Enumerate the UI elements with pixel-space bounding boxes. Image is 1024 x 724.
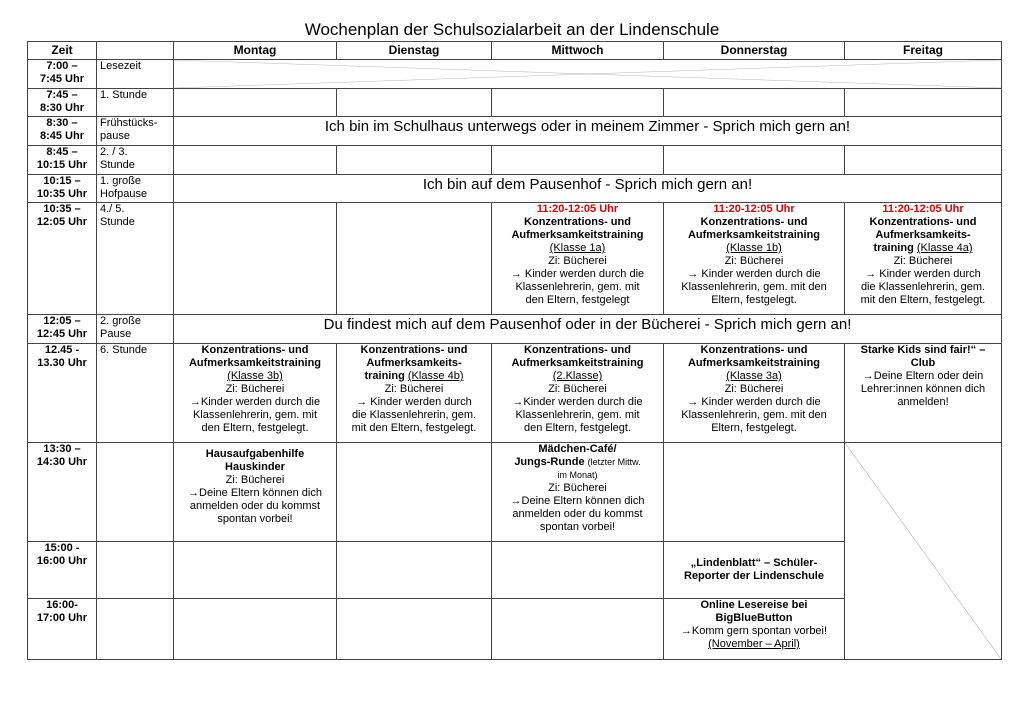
time-cell: 12:05 – 12:45 Uhr (28, 315, 97, 344)
cell-donnerstag: Konzentrations- und Aufmerksamkeitstraining (Klasse 3a) Zi: Bücherei → Kinder werden durch die Klassenlehrerin, gem. mit den Eltern, festgelegt. (664, 344, 845, 443)
period-label: 2. große Pause (97, 315, 174, 344)
cell-dienstag (337, 599, 492, 660)
banner-cell: Ich bin auf dem Pausenhof - Sprich mich gern an! (174, 175, 1002, 203)
period-label: Lesezeit (97, 60, 174, 89)
page-title: Wochenplan der Schulsozialarbeit an der Lindenschule (304, 20, 720, 39)
table-row (28, 203, 1002, 315)
header-zeit: Zeit (28, 42, 97, 60)
table-row (28, 60, 1002, 89)
table-row (28, 344, 1002, 443)
time-cell: 7:45 – 8:30 Uhr (28, 89, 97, 117)
time-cell: 10:15 – 10:35 Uhr (28, 175, 97, 203)
time-cell: 10:35 – 12:05 Uhr (28, 203, 97, 315)
table-row (28, 315, 1002, 344)
cell-mittwoch: 11:20-12:05 Uhr Konzentrations- und Aufmerksamkeitstraining (Klasse 1a) Zi: Bücherei → Kinder werden durch die Klassenlehrerin, gem. mit den Eltern, festgelegt (492, 203, 664, 315)
table-row (28, 175, 1002, 203)
time-cell: 8:45 – 10:15 Uhr (28, 146, 97, 175)
period-label: Frühstücks- pause (97, 117, 174, 146)
crossed-out-cell (174, 60, 1002, 89)
cell-montag: Konzentrations- und Aufmerksamkeitstraining (Klasse 3b) Zi: Bücherei →Kinder werden durch die Klassenlehrerin, gem. mit den Eltern, festgelegt. (174, 344, 337, 443)
cell-donnerstag: 11:20-12:05 Uhr Konzentrations- und Aufmerksamkeitstraining (Klasse 1b) Zi: Bücherei → Kinder werden durch die Klassenlehrerin, gem. mit den Eltern, festgelegt. (664, 203, 845, 315)
header-donnerstag: Donnerstag (664, 42, 845, 60)
cell-dienstag (337, 203, 492, 315)
table-row (28, 117, 1002, 146)
cell-mittwoch: Mädchen-Café/ Jungs-Runde (letzter Mittw. im Monat) Zi: Bücherei →Deine Eltern können dich anmelden oder du kommst spontan vorbei! (492, 443, 664, 542)
time-cell: 12.45 - 13.30 Uhr (28, 344, 97, 443)
cell-donnerstag: Online Lesereise bei BigBlueButton →Komm gern spontan vorbei! (November – April) (664, 599, 845, 660)
header-dienstag: Dienstag (337, 42, 492, 60)
cell-montag (174, 146, 337, 175)
table-row (28, 146, 1002, 175)
period-label: 1. große Hofpause (97, 175, 174, 203)
period-label: 2. / 3. Stunde (97, 146, 174, 175)
diagonal-crossed-cell (845, 443, 1002, 660)
cell-dienstag (337, 146, 492, 175)
time-cell: 7:00 – 7:45 Uhr (28, 60, 97, 89)
time-cell: 13:30 – 14:30 Uhr (28, 443, 97, 542)
cell-mittwoch (492, 542, 664, 599)
time-cell: 15:00 - 16:00 Uhr (28, 542, 97, 599)
banner-cell: Ich bin im Schulhaus unterwegs oder in meinem Zimmer - Sprich mich gern an! (174, 117, 1002, 146)
table-row (28, 443, 1002, 542)
cell-donnerstag (664, 146, 845, 175)
cell-montag (174, 542, 337, 599)
time-cell: 16:00- 17:00 Uhr (28, 599, 97, 660)
cell-mittwoch (492, 89, 664, 117)
table-row (28, 89, 1002, 117)
banner-cell: Du findest mich auf dem Pausenhof oder in der Bücherei - Sprich mich gern an! (174, 315, 1002, 344)
period-label (97, 599, 174, 660)
cell-donnerstag (664, 89, 845, 117)
cell-freitag: 11:20-12:05 Uhr Konzentrations- und Aufmerksamkeits- training (Klasse 4a) Zi: Bücherei → Kinder werden durch die Klassenlehrerin, gem. mit den Eltern, festgelegt. (845, 203, 1002, 315)
cell-montag (174, 203, 337, 315)
cell-dienstag (337, 443, 492, 542)
period-label: 1. Stunde (97, 89, 174, 117)
cell-mittwoch (492, 599, 664, 660)
header-freitag: Freitag (845, 42, 1002, 60)
cell-mittwoch (492, 146, 664, 175)
period-label (97, 542, 174, 599)
cell-donnerstag: „Lindenblatt“ – Schüler- Reporter der Lindenschule (664, 542, 845, 599)
cell-montag (174, 599, 337, 660)
header-mittwoch: Mittwoch (492, 42, 664, 60)
period-label: 6. Stunde (97, 344, 174, 443)
cell-dienstag (337, 89, 492, 117)
header-montag: Montag (174, 42, 337, 60)
cell-donnerstag (664, 443, 845, 542)
cell-dienstag: Konzentrations- und Aufmerksamkeits- training (Klasse 4b) Zi: Bücherei → Kinder werden durch die Klassenlehrerin, gem. mit den Eltern, festgelegt. (337, 344, 492, 443)
period-label: 4./ 5. Stunde (97, 203, 174, 315)
cell-freitag (845, 89, 1002, 117)
period-label (97, 443, 174, 542)
cell-mittwoch: Konzentrations- und Aufmerksamkeitstraining (2.Klasse) Zi: Bücherei →Kinder werden durch die Klassenlehrerin, gem. mit den Eltern, festgelegt. (492, 344, 664, 443)
cell-freitag (845, 146, 1002, 175)
cell-dienstag (337, 542, 492, 599)
weekly-schedule-table (27, 41, 1002, 660)
cell-montag: Hausaufgabenhilfe Hauskinder Zi: Bücherei →Deine Eltern können dich anmelden oder du kommst spontan vorbei! (174, 443, 337, 542)
header-row (28, 42, 1002, 60)
header-label (97, 42, 174, 60)
cell-freitag: Starke Kids sind fair!“ – Club →Deine Eltern oder dein Lehrer:innen können dich anmelden! (845, 344, 1002, 443)
time-cell: 8:30 – 8:45 Uhr (28, 117, 97, 146)
cell-montag (174, 89, 337, 117)
